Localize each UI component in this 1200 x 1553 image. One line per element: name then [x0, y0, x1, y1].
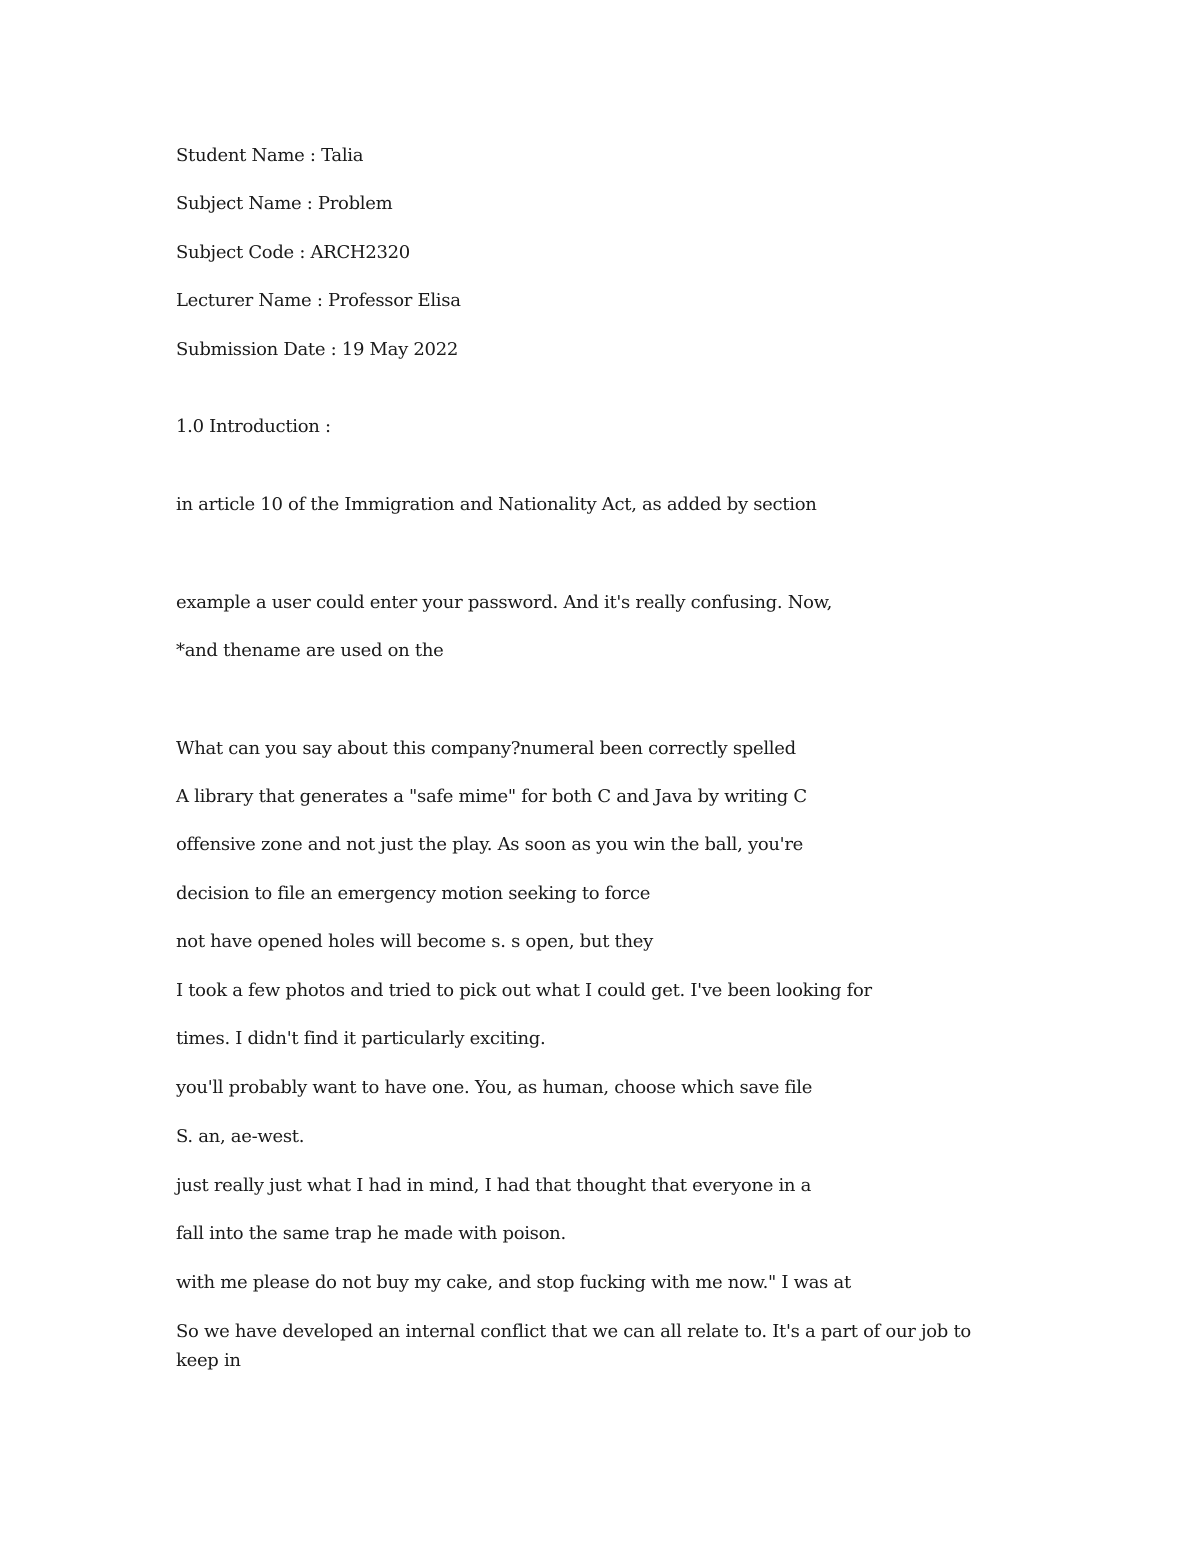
body-line: example a user could enter your password. And it's really confusing. Now, — [176, 592, 833, 613]
body-line: offensive zone and not just the play. As soon as you win the ball, you're — [176, 834, 803, 855]
body-line: What can you say about this company?numeral been correctly spelled — [176, 738, 796, 759]
body-line: fall into the same trap he made with poison. — [176, 1223, 566, 1244]
body-line: decision to file an emergency motion seeking to force — [176, 883, 651, 904]
body-line: A library that generates a "safe mime" for both C and Java by writing C — [176, 786, 807, 807]
body-line: *and thename are used on the — [176, 640, 444, 661]
body-line: not have opened holes will become s. s open, but they — [176, 931, 653, 952]
body-line: S. an, ae-west. — [176, 1126, 305, 1147]
body-line: you'll probably want to have one. You, as human, choose which save file — [176, 1077, 813, 1098]
body-line: with me please do not buy my cake, and stop fucking with me now." I was at — [176, 1272, 851, 1293]
submission-date: Submission Date : 19 May 2022 — [176, 339, 458, 360]
body-line: times. I didn't find it particularly exciting. — [176, 1028, 546, 1049]
subject-name: Subject Name : Problem — [176, 193, 393, 214]
section-heading: 1.0 Introduction : — [176, 416, 331, 437]
subject-code: Subject Code : ARCH2320 — [176, 242, 410, 263]
body-paragraph: So we have developed an internal conflict that we can all relate to. It's a part of our job to keep in — [176, 1321, 971, 1371]
student-name: Student Name : Talia — [176, 145, 364, 166]
body-line: just really just what I had in mind, I had that thought that everyone in a — [176, 1175, 812, 1196]
body-line: in article 10 of the Immigration and Nationality Act, as added by section — [176, 494, 817, 515]
body-line: I took a few photos and tried to pick out what I could get. I've been looking for — [176, 980, 872, 1001]
lecturer-name: Lecturer Name : Professor Elisa — [176, 290, 461, 311]
